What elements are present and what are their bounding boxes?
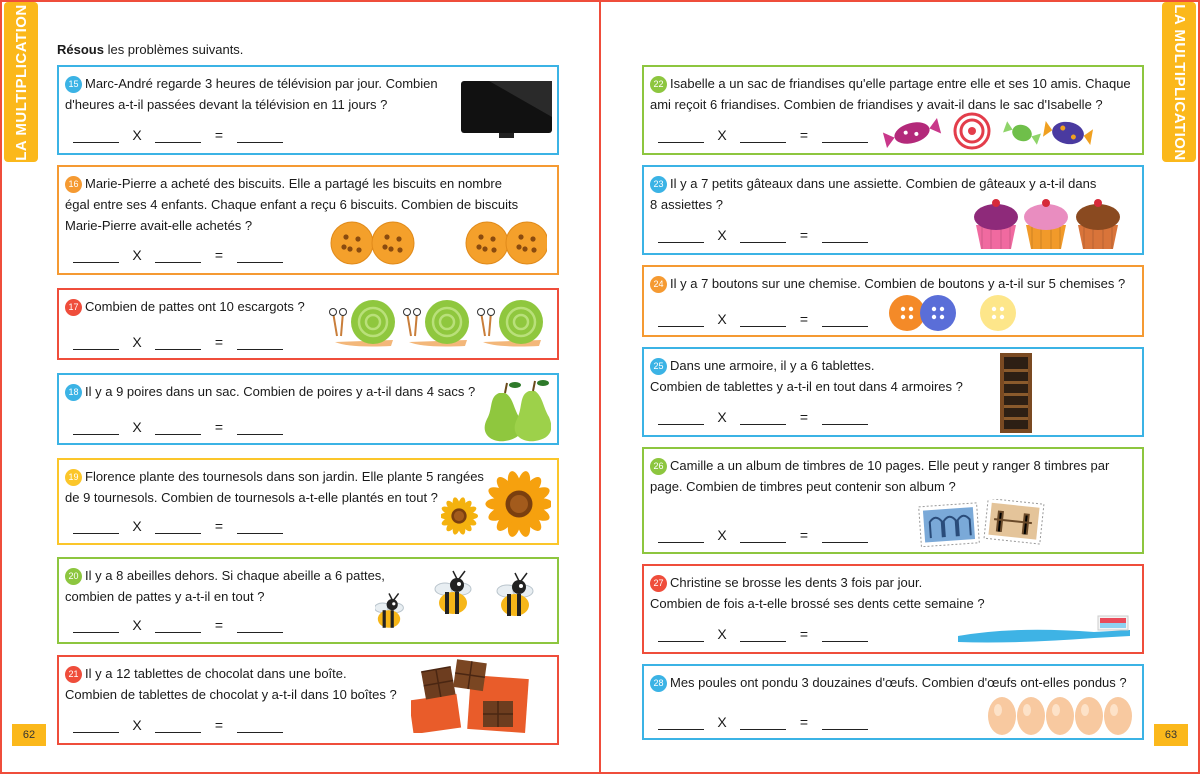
answer-blank-3[interactable]	[237, 522, 283, 534]
problem-line: Il y a 8 abeilles dehors. Si chaque abeille a 6 pattes,	[85, 568, 385, 583]
problem-number: 28	[650, 675, 667, 692]
problem-15	[57, 65, 559, 155]
answer-blank-3[interactable]	[237, 131, 283, 143]
answer-blank-2[interactable]	[155, 251, 201, 263]
answer-blank-3[interactable]	[237, 251, 283, 263]
problem-24	[642, 265, 1144, 337]
shelf-icon	[996, 351, 1036, 435]
problem-number: 17	[65, 299, 82, 316]
answer-blank-3[interactable]	[822, 531, 868, 543]
answer-blank-3[interactable]	[822, 231, 868, 243]
answer-row	[73, 247, 283, 263]
answer-blank-1[interactable]	[658, 231, 704, 243]
answer-blank-1[interactable]	[658, 413, 704, 425]
equals-sign: =	[214, 717, 224, 733]
problem-line: Combien de pattes ont 10 escargots ?	[85, 299, 305, 314]
instructions-text: les problèmes suivants.	[103, 42, 244, 57]
answer-blank-3[interactable]	[822, 718, 868, 730]
answer-blank-2[interactable]	[155, 721, 201, 733]
instructions	[57, 42, 243, 57]
answer-blank-1[interactable]	[658, 718, 704, 730]
equals-sign: =	[214, 127, 224, 143]
answer-blank-3[interactable]	[822, 630, 868, 642]
problem-number: 21	[65, 666, 82, 683]
problem-line: Christine se brosse les dents 3 fois par jour.	[670, 575, 923, 590]
answer-blank-1[interactable]	[658, 531, 704, 543]
answer-blank-3[interactable]	[237, 621, 283, 633]
times-sign: X	[717, 227, 727, 243]
answer-row	[658, 311, 868, 327]
problem-number: 19	[65, 469, 82, 486]
answer-blank-2[interactable]	[155, 131, 201, 143]
problem-line: Florence plante des tournesols dans son jardin. Elle plante 5 rangées	[85, 469, 484, 484]
problem-number: 25	[650, 358, 667, 375]
equals-sign: =	[214, 334, 224, 350]
button-icon	[888, 293, 1018, 333]
instructions-bold: Résous	[57, 42, 104, 57]
problem-23	[642, 165, 1144, 255]
problem-text	[650, 273, 1136, 294]
problem-text	[650, 672, 1136, 693]
problem-17	[57, 288, 559, 360]
answer-blank-3[interactable]	[822, 131, 868, 143]
problem-26	[642, 447, 1144, 554]
problem-27	[642, 564, 1144, 654]
snail-icon	[329, 296, 547, 350]
problem-line: de 9 tournesols. Combien de tournesols a-t-elle plantés en tout ?	[65, 490, 438, 505]
bee-icon	[375, 563, 551, 639]
answer-row	[658, 127, 868, 143]
times-sign: X	[132, 247, 142, 263]
problem-18	[57, 373, 559, 445]
problem-25	[642, 347, 1144, 437]
answer-blank-2[interactable]	[740, 315, 786, 327]
chapter-tab-left	[4, 2, 38, 162]
cookie-icon	[327, 217, 547, 269]
equals-sign: =	[799, 311, 809, 327]
times-sign: X	[717, 127, 727, 143]
problem-line: Mes poules ont pondu 3 douzaines d'œufs. Combien d'œufs ont-elles pondus ?	[670, 675, 1127, 690]
times-sign: X	[132, 617, 142, 633]
times-sign: X	[717, 626, 727, 642]
chapter-title-left: LA MULTIPLICATION	[12, 3, 30, 161]
problem-number: 27	[650, 575, 667, 592]
problem-line: Combien de tablettes y a-t-il en tout dans 4 armoires ?	[650, 379, 963, 394]
times-sign: X	[717, 311, 727, 327]
equals-sign: =	[214, 247, 224, 263]
page-number-left: 62	[12, 724, 46, 746]
problem-number: 26	[650, 458, 667, 475]
problem-number: 18	[65, 384, 82, 401]
times-sign: X	[717, 409, 727, 425]
problem-line: Marie-Pierre a acheté des biscuits. Elle a partagé les biscuits en nombre	[85, 176, 502, 191]
problem-number: 16	[65, 176, 82, 193]
problem-22	[642, 65, 1144, 155]
chocolate-icon	[411, 659, 551, 733]
problem-line: Il y a 7 boutons sur une chemise. Combien de boutons y a-t-il sur 5 chemises ?	[670, 276, 1126, 291]
problem-line: combien de pattes y a-t-il en tout ?	[65, 589, 265, 604]
problem-number: 15	[65, 76, 82, 93]
problem-text	[650, 355, 1136, 397]
equals-sign: =	[214, 617, 224, 633]
answer-blank-2[interactable]	[155, 522, 201, 534]
answer-blank-1[interactable]	[73, 721, 119, 733]
answer-blank-1[interactable]	[73, 621, 119, 633]
problem-line: Camille a un album de timbres de 10 pages. Elle peut y ranger 8 timbres par	[670, 458, 1110, 473]
problem-line: d'heures a-t-il passées devant la télévision en 11 jours ?	[65, 97, 388, 112]
problem-line: Dans une armoire, il y a 6 tablettes.	[670, 358, 875, 373]
problem-line: Marc-André regarde 3 heures de télévision par jour. Combien	[85, 76, 438, 91]
problem-number: 22	[650, 76, 667, 93]
problem-line: Isabelle a un sac de friandises qu'elle partage entre elle et ses 10 amis. Chaque	[670, 76, 1131, 91]
problem-line: Combien de fois a-t-elle brossé ses dents cette semaine ?	[650, 596, 985, 611]
answer-blank-2[interactable]	[155, 621, 201, 633]
answer-blank-2[interactable]	[740, 531, 786, 543]
chapter-tab-right	[1162, 2, 1196, 162]
answer-blank-2[interactable]	[740, 718, 786, 730]
times-sign: X	[132, 127, 142, 143]
problem-text	[650, 455, 1136, 497]
answer-blank-3[interactable]	[822, 413, 868, 425]
answer-blank-3[interactable]	[237, 338, 283, 350]
problem-number: 20	[65, 568, 82, 585]
equals-sign: =	[799, 127, 809, 143]
pear-icon	[479, 379, 551, 443]
answer-blank-1[interactable]	[73, 522, 119, 534]
answer-blank-2[interactable]	[740, 231, 786, 243]
problem-number: 23	[650, 176, 667, 193]
answer-row	[73, 617, 283, 633]
times-sign: X	[132, 334, 142, 350]
answer-blank-1[interactable]	[73, 338, 119, 350]
problem-number: 24	[650, 276, 667, 293]
answer-row	[73, 419, 283, 435]
chapter-title-right: LA MULTIPLICATION	[1170, 3, 1188, 161]
equals-sign: =	[214, 419, 224, 435]
problem-16	[57, 165, 559, 275]
answer-row	[73, 334, 283, 350]
answer-blank-3[interactable]	[237, 423, 283, 435]
problem-28	[642, 664, 1144, 740]
equals-sign: =	[799, 409, 809, 425]
problem-20	[57, 557, 559, 644]
answer-blank-2[interactable]	[740, 413, 786, 425]
answer-blank-2[interactable]	[740, 131, 786, 143]
answer-row	[73, 717, 283, 733]
answer-blank-3[interactable]	[822, 315, 868, 327]
answer-row	[658, 527, 868, 543]
equals-sign: =	[799, 626, 809, 642]
times-sign: X	[132, 518, 142, 534]
answer-row	[658, 626, 868, 642]
problem-text	[650, 73, 1136, 115]
sunflower-icon	[441, 470, 551, 538]
answer-row	[658, 714, 868, 730]
problem-line: Il y a 9 poires dans un sac. Combien de poires y a-t-il dans 4 sacs ?	[85, 384, 476, 399]
times-sign: X	[717, 527, 727, 543]
page-number-right: 63	[1154, 724, 1188, 746]
answer-blank-3[interactable]	[237, 721, 283, 733]
toothbrush-icon	[954, 610, 1134, 648]
times-sign: X	[132, 419, 142, 435]
problem-19	[57, 458, 559, 545]
egg-icon	[982, 692, 1142, 740]
problem-line: Il y a 7 petits gâteaux dans une assiette. Combien de gâteaux y a-t-il dans	[670, 176, 1097, 191]
problem-21	[57, 655, 559, 745]
answer-blank-1[interactable]	[73, 423, 119, 435]
answer-row	[73, 518, 283, 534]
cupcake-icon	[974, 195, 1134, 251]
answer-row	[658, 227, 868, 243]
times-sign: X	[717, 714, 727, 730]
times-sign: X	[132, 717, 142, 733]
answer-row	[658, 409, 868, 425]
problem-line: Marie-Pierre avait-elle achetés ?	[65, 218, 253, 233]
answer-blank-1[interactable]	[658, 131, 704, 143]
problem-line: ami reçoit 6 friandises. Combien de friandises y avait-il dans le sac d'Isabelle ?	[650, 97, 1103, 112]
equals-sign: =	[799, 527, 809, 543]
equals-sign: =	[214, 518, 224, 534]
problem-line: 8 assiettes ?	[650, 197, 723, 212]
answer-blank-2[interactable]	[155, 423, 201, 435]
problem-text	[650, 572, 1136, 614]
problem-line: égal entre ses 4 enfants. Chaque enfant a reçu 6 biscuits. Combien de biscuits	[65, 197, 519, 212]
stamp-icon	[916, 499, 1046, 547]
equals-sign: =	[799, 714, 809, 730]
answer-blank-1[interactable]	[658, 315, 704, 327]
answer-blank-1[interactable]	[73, 131, 119, 143]
answer-blank-2[interactable]	[740, 630, 786, 642]
answer-blank-1[interactable]	[658, 630, 704, 642]
answer-blank-1[interactable]	[73, 251, 119, 263]
candy-icon	[882, 111, 1094, 151]
problem-line: Combien de tablettes de chocolat y a-t-il dans 10 boîtes ?	[65, 687, 397, 702]
tv-icon	[459, 77, 554, 139]
answer-row	[73, 127, 283, 143]
answer-blank-2[interactable]	[155, 338, 201, 350]
problem-line: page. Combien de timbres peut contenir son album ?	[650, 479, 956, 494]
equals-sign: =	[799, 227, 809, 243]
problem-line: Il y a 12 tablettes de chocolat dans une boîte.	[85, 666, 347, 681]
